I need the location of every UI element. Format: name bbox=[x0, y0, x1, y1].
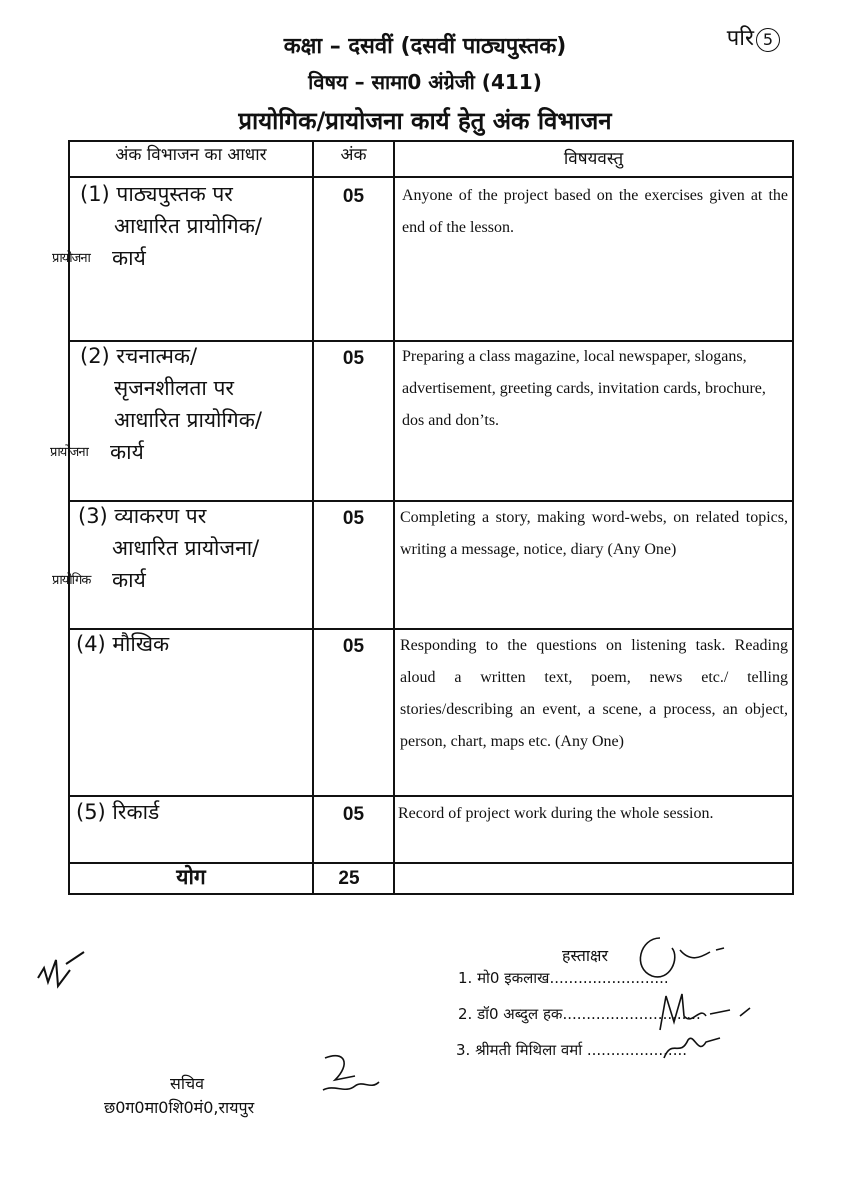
secretary-office: छ0ग0मा0शि0मं0,रायपुर bbox=[104, 1098, 255, 1117]
signatory-2-dots: ............................. bbox=[562, 1005, 701, 1023]
row2-basis-line3: आधारित प्रायोगिक/ bbox=[114, 408, 262, 432]
row3-basis-line3: कार्य bbox=[112, 568, 146, 592]
row3-basis-line2: आधारित प्रायोजना/ bbox=[112, 536, 260, 560]
corner-mark-number: 5 bbox=[756, 28, 780, 52]
total-marks: 25 bbox=[338, 868, 360, 889]
signatory-3-dots: ..................... bbox=[582, 1041, 688, 1059]
row3-basis-line1: (3) व्याकरण पर bbox=[78, 504, 207, 528]
row3-marks: 05 bbox=[342, 508, 365, 529]
row3-content: Completing a story, making word-webs, on related topics, writing a message, notice, diary (Any One) bbox=[400, 509, 788, 558]
signatory-3 bbox=[456, 1040, 687, 1060]
signatory-1 bbox=[458, 968, 669, 988]
column-header-marks: अंक bbox=[340, 145, 367, 165]
secretary-signature-mark bbox=[315, 1050, 385, 1100]
table-rule bbox=[792, 140, 794, 895]
signatory-2 bbox=[458, 1004, 701, 1024]
row2-basis-line2: सृजनशीलता पर bbox=[114, 376, 234, 400]
secretary-title: सचिव bbox=[170, 1074, 205, 1093]
row1-overwrite: प्रायोजना bbox=[52, 251, 90, 266]
row2-basis-line4: कार्य bbox=[110, 440, 144, 464]
header-subject: विषय – सामा0 अंग्रेजी (411) bbox=[308, 70, 542, 94]
row3-overwrite: प्रायोगिक bbox=[52, 573, 91, 588]
header-marks-division-title: प्रायोगिक/प्रायोजना कार्य हेतु अंक विभाजन bbox=[238, 107, 612, 135]
column-header-basis: अंक विभाजन का आधार bbox=[115, 145, 267, 165]
row2-marks: 05 bbox=[342, 348, 365, 369]
header-class-title: कक्षा – दसवीं (दसवीं पाठ्यपुस्तक) bbox=[283, 34, 567, 59]
row5-content: Record of project work during the whole session. bbox=[398, 805, 714, 822]
row4-content: Responding to the questions on listening task. Reading aloud a written text, poem, news etc./ telling stories/describing an event, a scene, a process, an object, person, chart, maps etc. (Any One) bbox=[400, 637, 788, 750]
signatory-3-name: 3. श्रीमती मिथिला वर्मा bbox=[456, 1041, 583, 1059]
table-rule bbox=[68, 795, 794, 797]
signature-heading: हस्ताक्षर bbox=[562, 946, 609, 965]
row1-marks: 05 bbox=[342, 186, 365, 207]
row2-overwrite: प्रायोजना bbox=[50, 445, 88, 460]
table-rule bbox=[68, 893, 794, 895]
row1-content: Anyone of the project based on the exercises given at the end of the lesson. bbox=[402, 187, 788, 236]
handwritten-initial-mark bbox=[30, 950, 100, 1010]
signatory-1-name: 1. मो0 इकलाख bbox=[458, 969, 550, 987]
column-header-content: विषयवस्तु bbox=[563, 149, 624, 169]
signatory-2-name: 2. डॉ0 अब्दुल हक bbox=[458, 1005, 563, 1023]
row1-basis-line1: (1) पाठ्यपुस्तक पर bbox=[80, 182, 233, 206]
row4-basis-line1: (4) मौखिक bbox=[76, 632, 170, 656]
row1-basis-line3: कार्य bbox=[112, 246, 146, 270]
row5-marks: 05 bbox=[342, 804, 365, 825]
row1-basis-line2: आधारित प्रायोगिक/ bbox=[114, 214, 262, 238]
row2-content: Preparing a class magazine, local newspaper, slogans, advertisement, greeting cards, invitation cards, brochure, dos and don’ts. bbox=[402, 348, 766, 429]
table-rule bbox=[393, 140, 395, 895]
row5-basis-line1: (5) रिकार्ड bbox=[76, 800, 160, 824]
row4-marks: 05 bbox=[342, 636, 365, 657]
signatory-1-dots: ......................... bbox=[549, 969, 669, 987]
row2-basis-line1: (2) रचनात्मक/ bbox=[80, 344, 198, 368]
corner-mark-text: परि bbox=[726, 26, 754, 51]
total-label: योग bbox=[176, 865, 206, 889]
